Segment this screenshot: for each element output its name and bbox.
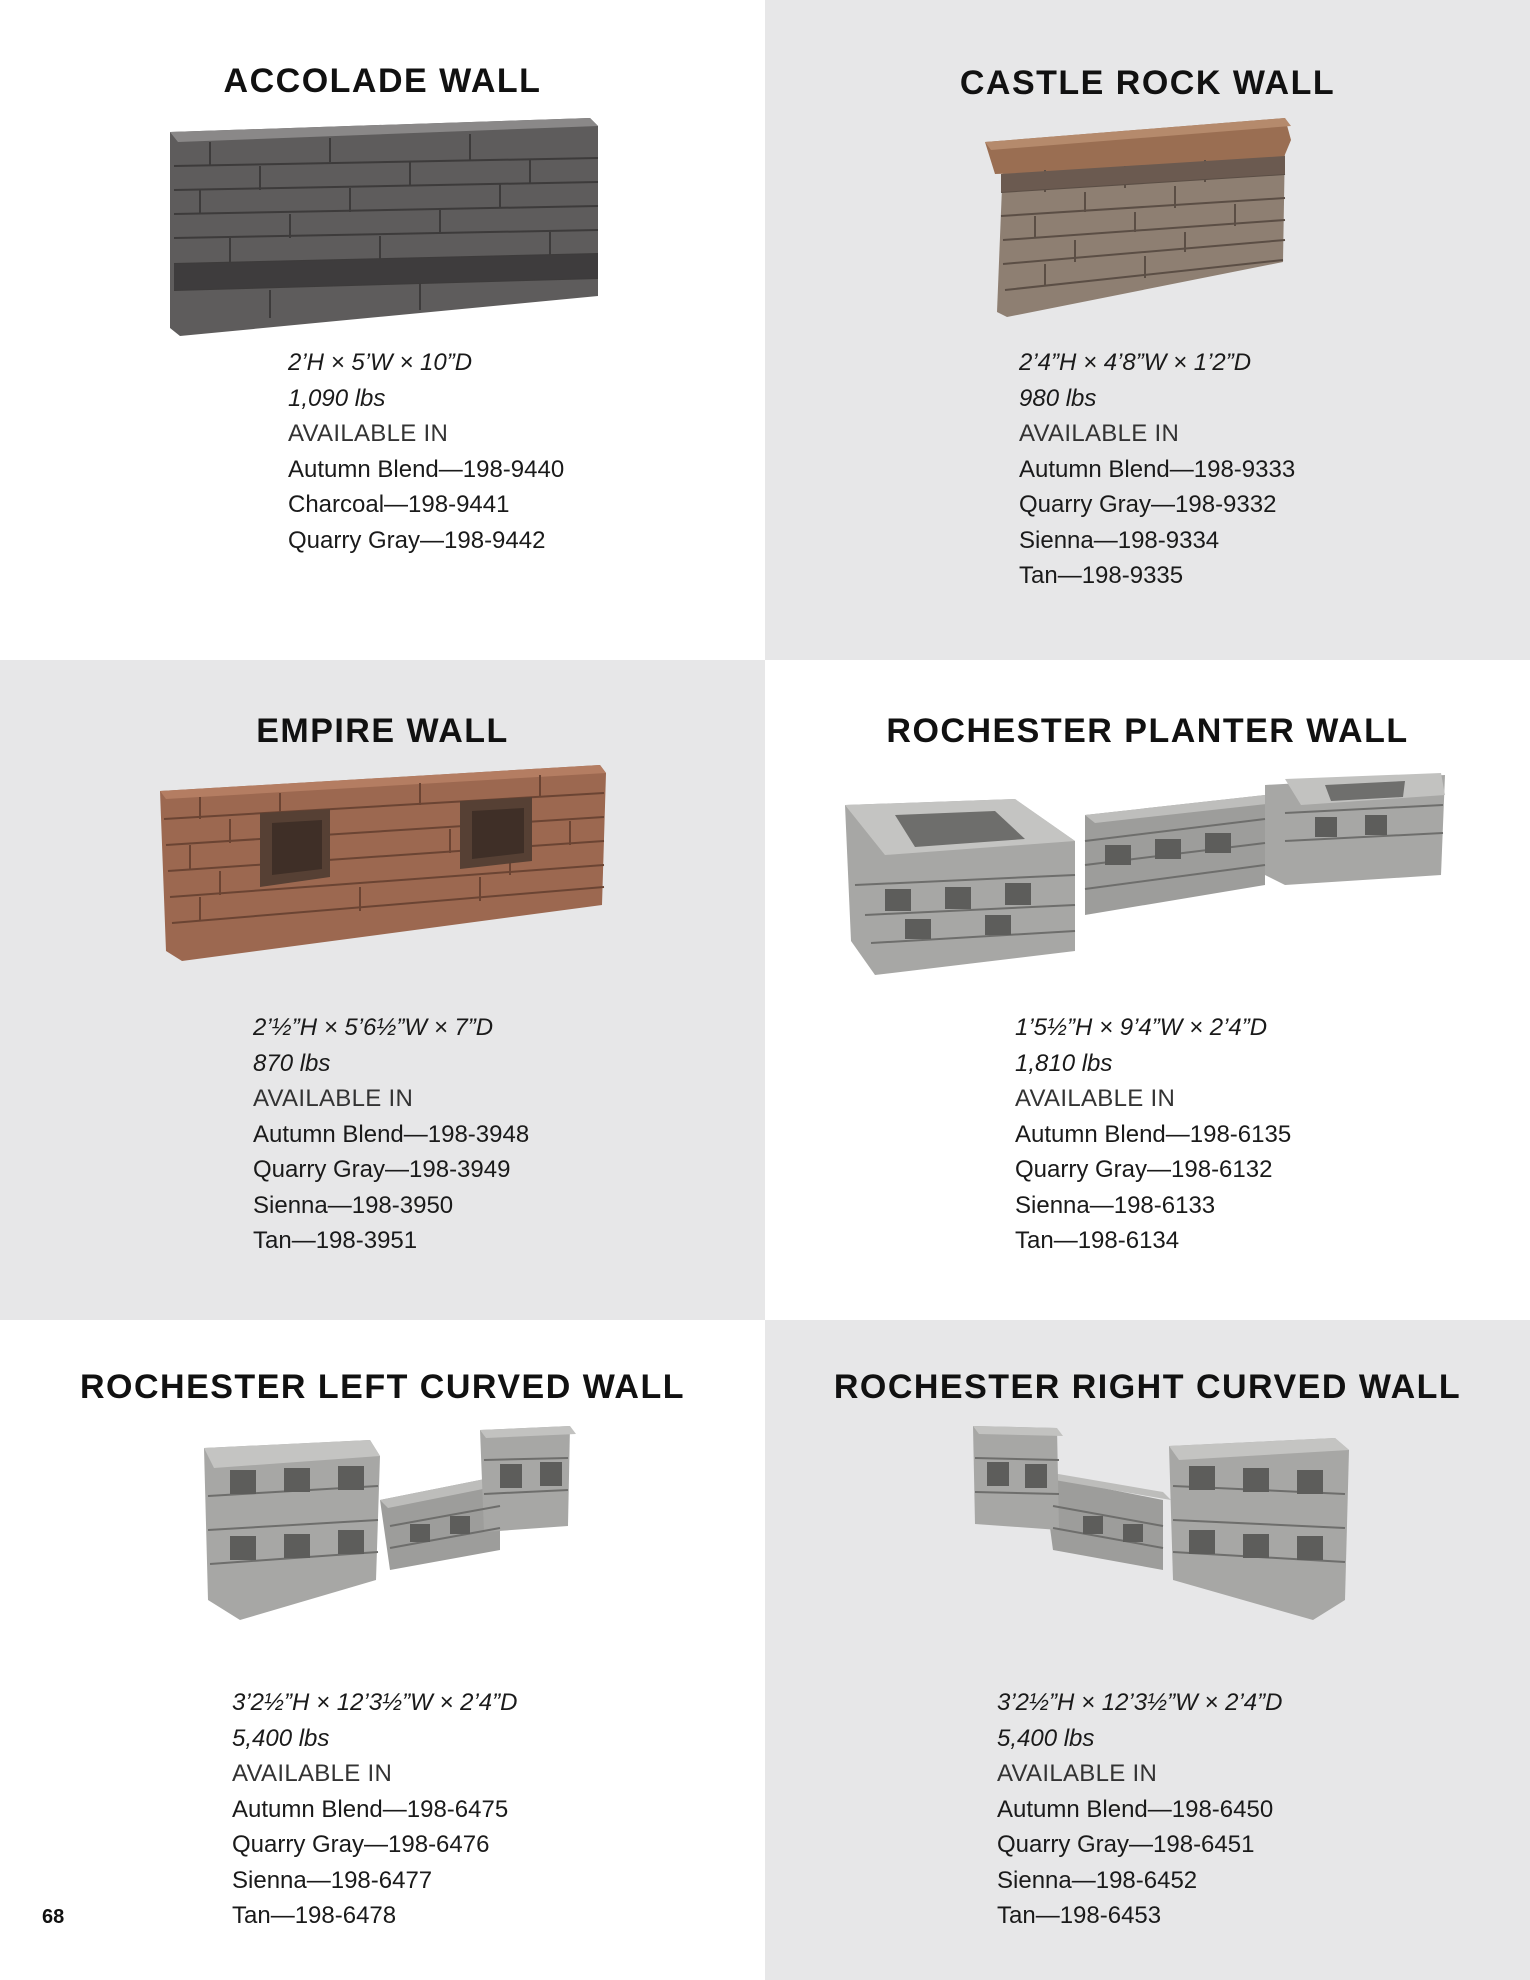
product-card-rochester-planter — [765, 660, 1530, 1320]
product-specs — [997, 1685, 1282, 1934]
product-card-empire — [0, 660, 765, 1320]
product-weight: 1,810 lbs — [1015, 1049, 1113, 1077]
color-option: Quarry Gray—198-6132 — [1015, 1156, 1273, 1183]
page-number: 68 — [42, 1906, 65, 1928]
color-option: Sienna—198-6133 — [1015, 1191, 1216, 1219]
product-photo-rochester-left-curved — [200, 1420, 580, 1620]
product-card-rochester-right-curved — [765, 1320, 1530, 1980]
color-option: Autumn Blend—198-9440 — [288, 455, 565, 483]
color-option: Autumn Blend—198-6135 — [1015, 1120, 1292, 1148]
color-option: Charcoal—198-9441 — [288, 491, 510, 518]
product-photo-castle-rock — [985, 112, 1295, 322]
available-in-label: AVAILABLE IN — [997, 1760, 1158, 1787]
available-in-label: AVAILABLE IN — [253, 1085, 414, 1112]
color-option: Sienna—198-3950 — [253, 1191, 454, 1219]
product-photo-rochester-right-curved — [973, 1420, 1353, 1620]
color-option: Tan—198-3951 — [253, 1227, 418, 1254]
product-specs — [1019, 345, 1295, 594]
product-weight: 870 lbs — [253, 1049, 331, 1077]
product-photo-empire — [160, 765, 606, 965]
color-option: Quarry Gray—198-6476 — [232, 1831, 490, 1858]
product-photo-accolade — [170, 118, 598, 338]
color-option: Tan—198-6134 — [1015, 1227, 1180, 1254]
color-option: Sienna—198-9334 — [1019, 526, 1220, 554]
product-dimensions: 2’H × 5’W × 10”D — [288, 349, 473, 376]
color-option: Autumn Blend—198-9333 — [1019, 455, 1296, 483]
color-option: Tan—198-6453 — [997, 1902, 1162, 1929]
color-option: Quarry Gray—198-6451 — [997, 1831, 1255, 1858]
color-option: Quarry Gray—198-9332 — [1019, 491, 1277, 518]
product-title: ACCOLADE WALL — [223, 62, 542, 100]
product-card-castle-rock — [765, 0, 1530, 660]
product-title: ROCHESTER PLANTER WALL — [886, 712, 1409, 750]
product-card-rochester-left-curved — [0, 1320, 765, 1980]
available-in-label: AVAILABLE IN — [1015, 1085, 1176, 1112]
product-dimensions: 3’2½”H × 12’3½”W × 2’4”D — [997, 1689, 1283, 1716]
color-option: Tan—198-6478 — [232, 1902, 397, 1929]
product-weight: 1,090 lbs — [288, 384, 386, 412]
color-option: Quarry Gray—198-9442 — [288, 526, 546, 554]
product-specs — [288, 345, 564, 558]
product-title: CASTLE ROCK WALL — [959, 64, 1336, 102]
product-photo-rochester-planter — [845, 765, 1445, 975]
color-option: Tan—198-9335 — [1019, 562, 1184, 589]
product-title: ROCHESTER LEFT CURVED WALL — [79, 1368, 686, 1406]
product-title: EMPIRE WALL — [256, 712, 509, 750]
available-in-label: AVAILABLE IN — [1019, 420, 1180, 447]
product-dimensions: 2’½”H × 5’6½”W × 7”D — [253, 1014, 494, 1041]
product-dimensions: 1’5½”H × 9’4”W × 2’4”D — [1015, 1014, 1268, 1041]
product-dimensions: 2’4”H × 4’8”W × 1’2”D — [1019, 349, 1252, 376]
product-weight: 5,400 lbs — [232, 1724, 330, 1752]
color-option: Autumn Blend—198-3948 — [253, 1120, 530, 1148]
color-option: Quarry Gray—198-3949 — [253, 1156, 511, 1183]
color-option: Sienna—198-6452 — [997, 1866, 1198, 1894]
product-specs — [232, 1685, 517, 1934]
product-card-accolade — [0, 0, 765, 660]
product-weight: 980 lbs — [1019, 384, 1097, 412]
available-in-label: AVAILABLE IN — [232, 1760, 393, 1787]
color-option: Autumn Blend—198-6475 — [232, 1795, 509, 1823]
product-title: ROCHESTER RIGHT CURVED WALL — [833, 1368, 1462, 1406]
available-in-label: AVAILABLE IN — [288, 420, 449, 447]
color-option: Autumn Blend—198-6450 — [997, 1795, 1274, 1823]
color-option: Sienna—198-6477 — [232, 1866, 433, 1894]
product-specs — [1015, 1010, 1291, 1259]
product-weight: 5,400 lbs — [997, 1724, 1095, 1752]
product-dimensions: 3’2½”H × 12’3½”W × 2’4”D — [232, 1689, 518, 1716]
product-specs — [253, 1010, 529, 1259]
